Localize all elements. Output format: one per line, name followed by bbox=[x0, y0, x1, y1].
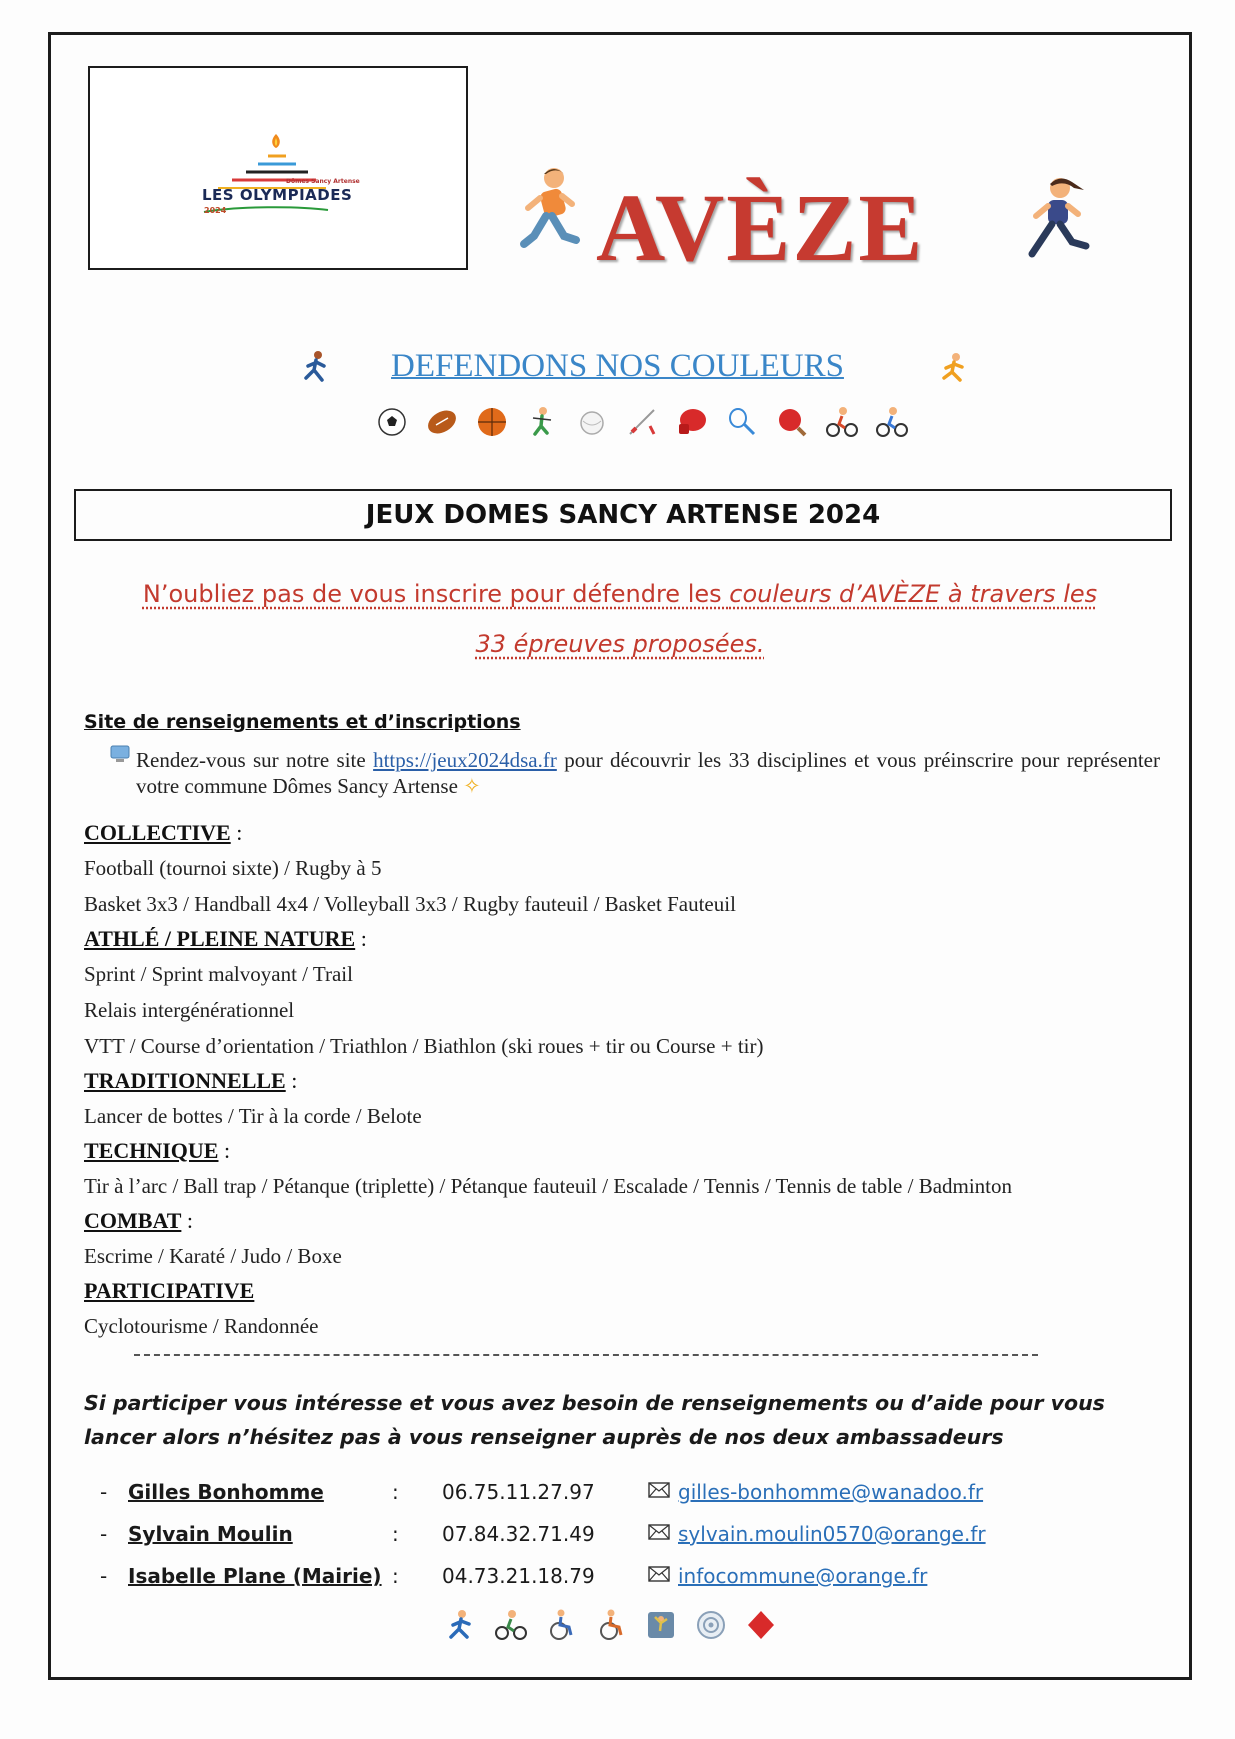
category-line: Relais intergénérationnel bbox=[84, 998, 295, 1022]
site-text-after: pour découvrir les 33 disciplines et vous préinscrire pour représenter votre commune Dômes Sancy Artense bbox=[136, 748, 1160, 798]
envelope-icon bbox=[648, 1524, 670, 1540]
envelope-icon bbox=[648, 1566, 670, 1582]
site-description bbox=[136, 747, 1160, 799]
boxing-glove-icon bbox=[674, 404, 710, 440]
category-technique bbox=[84, 1138, 230, 1164]
logo-subtitle: Dômes Sancy Artense bbox=[286, 178, 360, 185]
colon: : bbox=[186, 1208, 193, 1233]
category-line: Sprint / Sprint malvoyant / Trail bbox=[84, 962, 353, 986]
soccer-ball-icon bbox=[374, 404, 410, 440]
cyclist-icon bbox=[874, 404, 910, 440]
contact-name: Gilles Bonhomme bbox=[128, 1480, 324, 1504]
category-line: VTT / Course d’orientation / Triathlon / Biathlon (ski roues + tir ou Course + tir) bbox=[84, 1034, 764, 1058]
climbing-icon bbox=[644, 1608, 678, 1642]
contact-name: Isabelle Plane (Mairie) bbox=[128, 1564, 382, 1588]
envelope-icon bbox=[648, 1482, 670, 1498]
category-line: Tir à l’arc / Ball trap / Pétanque (triplette) / Pétanque fauteuil / Escalade / Tennis / Tennis de table / Badminton bbox=[84, 1174, 1013, 1198]
logo-year: 2024 bbox=[204, 206, 227, 215]
category-line: Lancer de bottes / Tir à la corde / Belote bbox=[84, 1104, 422, 1128]
volleyball-icon bbox=[574, 404, 610, 440]
contact-name: Sylvain Moulin bbox=[128, 1522, 293, 1546]
rugby-ball-icon bbox=[424, 404, 460, 440]
category-participative bbox=[84, 1278, 254, 1304]
colon: : bbox=[291, 1068, 298, 1093]
contact-dash: - bbox=[100, 1564, 108, 1588]
invite-line-1 bbox=[120, 580, 1120, 608]
category-line: Escrime / Karaté / Judo / Boxe bbox=[84, 1244, 342, 1268]
invite-line-2: 33 épreuves proposées. bbox=[475, 630, 765, 658]
wheelchair-icon bbox=[544, 1608, 578, 1642]
colon: : bbox=[392, 1522, 399, 1546]
flexed-arm-icon: ✧ bbox=[463, 774, 481, 798]
contact-row bbox=[100, 1522, 1100, 1552]
colon: : bbox=[236, 820, 243, 845]
contact-row bbox=[100, 1564, 1100, 1594]
event-banner: JEUX DOMES SANCY ARTENSE 2024 bbox=[74, 489, 1172, 541]
site-text-before: Rendez-vous sur notre site bbox=[136, 748, 374, 772]
category-name: PARTICIPATIVE bbox=[84, 1278, 255, 1303]
contact-row bbox=[100, 1480, 1100, 1510]
contact-phone: 06.75.11.27.97 bbox=[442, 1480, 595, 1504]
category-collective bbox=[84, 820, 242, 846]
mountain-biker-icon bbox=[494, 1608, 528, 1642]
category-name: COLLECTIVE bbox=[84, 820, 231, 845]
appeal-text: Si participer vous intéresse et vous avez besoin de renseignements ou d’aide pour vous lancer alors n’hésitez pas à vous renseigner auprès de nos deux ambassadeurs bbox=[84, 1391, 1105, 1449]
target-icon bbox=[694, 1608, 728, 1642]
page-title: AVÈZE bbox=[596, 174, 925, 281]
category-traditionnelle bbox=[84, 1068, 297, 1094]
category-name: TECHNIQUE bbox=[84, 1138, 219, 1163]
fencing-icon bbox=[624, 404, 660, 440]
logo-name: LES OLYMPIADES bbox=[202, 186, 353, 204]
basketball-icon bbox=[474, 404, 510, 440]
category-name: ATHLÉ / PLEINE NATURE bbox=[84, 926, 356, 951]
contact-email-link[interactable]: gilles-bonhomme@wanadoo.fr bbox=[678, 1480, 984, 1504]
runner-small-icon bbox=[940, 352, 970, 384]
category-line: Basket 3x3 / Handball 4x4 / Volleyball 3x3 / Rugby fauteuil / Basket Fauteuil bbox=[84, 892, 736, 916]
badminton-icon bbox=[724, 404, 760, 440]
contact-phone: 07.84.32.71.49 bbox=[442, 1522, 595, 1546]
category-line: Football (tournoi sixte) / Rugby à 5 bbox=[84, 856, 382, 880]
dashed-divider bbox=[134, 1354, 1038, 1356]
biathlon-icon bbox=[524, 404, 560, 440]
computer-icon bbox=[110, 745, 130, 763]
contact-dash: - bbox=[100, 1480, 108, 1504]
sport-icons-row bbox=[374, 404, 910, 440]
category-combat bbox=[84, 1208, 193, 1234]
category-name: TRADITIONNELLE bbox=[84, 1068, 286, 1093]
site-heading: Site de renseignements et d’inscriptions bbox=[84, 711, 521, 733]
category-line: Cyclotourisme / Randonnée bbox=[84, 1314, 319, 1338]
colon: : bbox=[392, 1564, 399, 1588]
runner-icon bbox=[444, 1608, 478, 1642]
category-name: COMBAT bbox=[84, 1208, 182, 1233]
page-subtitle: DEFENDONS NOS COULEURS bbox=[391, 348, 844, 384]
category-athle bbox=[84, 926, 367, 952]
colon: : bbox=[392, 1480, 399, 1504]
cyclist-icon bbox=[824, 404, 860, 440]
invite-italic-text: couleurs d’AVÈZE à travers les bbox=[729, 580, 1098, 608]
runner-man-icon bbox=[516, 166, 586, 266]
colon: : bbox=[223, 1138, 231, 1163]
olympiades-logo-box bbox=[88, 66, 468, 270]
contact-dash: - bbox=[100, 1522, 108, 1546]
contact-email-link[interactable]: infocommune@orange.fr bbox=[678, 1564, 928, 1588]
table-tennis-icon bbox=[774, 404, 810, 440]
bottom-icons-row bbox=[444, 1608, 778, 1642]
site-link[interactable]: https://jeux2024dsa.fr bbox=[373, 748, 557, 772]
contact-phone: 04.73.21.18.79 bbox=[442, 1564, 595, 1588]
invite-plain-text: N’oubliez pas de vous inscrire pour défendre les bbox=[142, 580, 730, 608]
diamond-icon bbox=[744, 1608, 778, 1642]
contact-email-link[interactable]: sylvain.moulin0570@orange.fr bbox=[678, 1522, 986, 1546]
colon: : bbox=[360, 926, 367, 951]
wheelchair-icon bbox=[594, 1608, 628, 1642]
runner-woman-icon bbox=[1020, 176, 1094, 268]
